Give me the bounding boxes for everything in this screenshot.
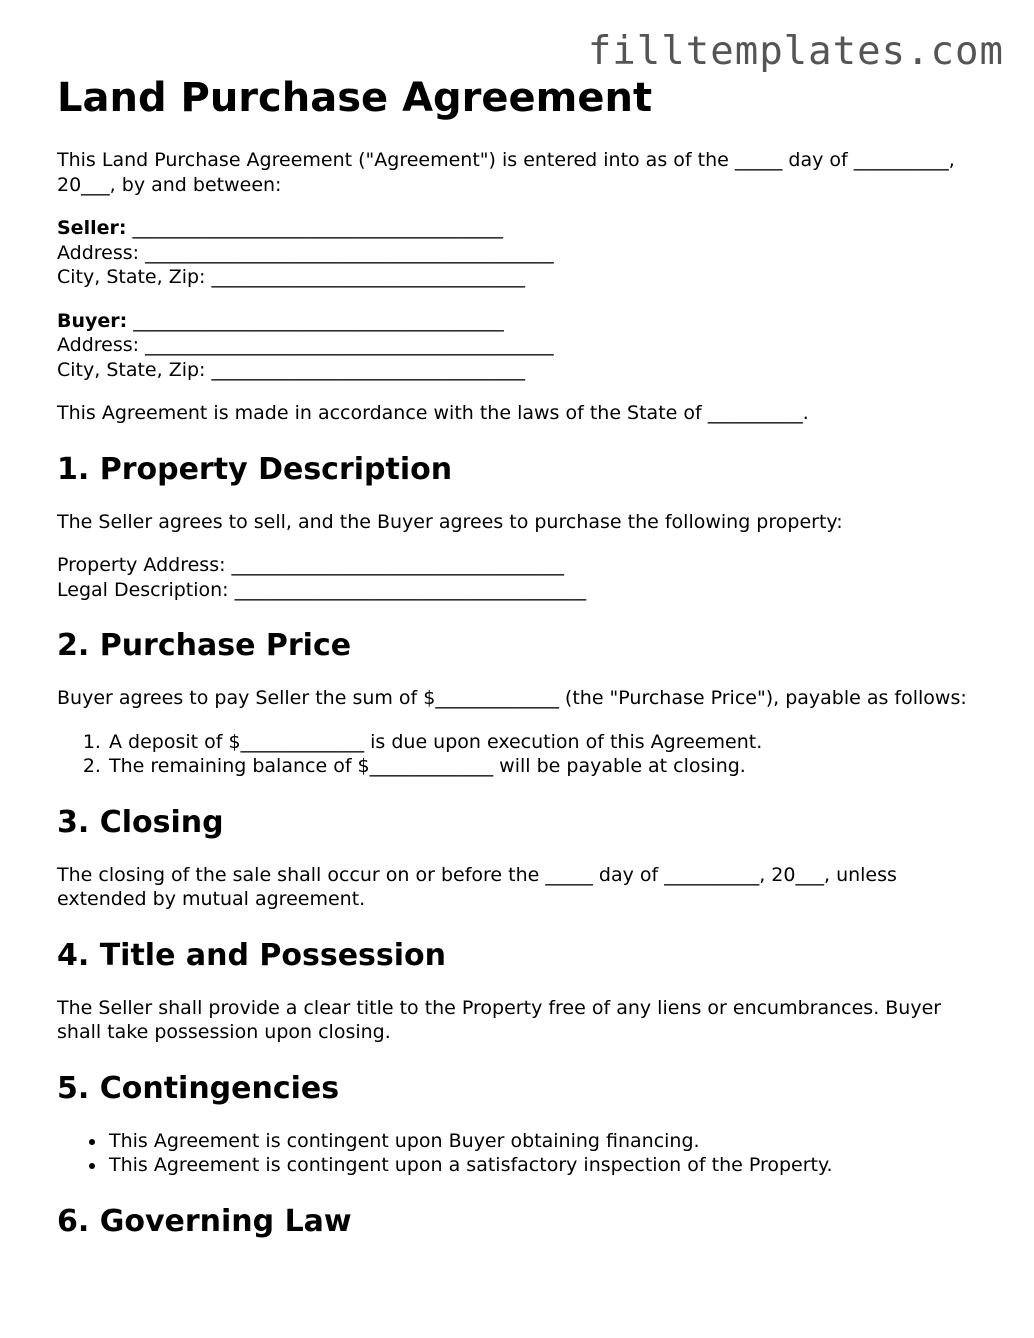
property-fields — [57, 553, 967, 602]
document-page — [57, 70, 967, 1262]
buyer-block — [57, 309, 967, 383]
seller-name-line — [57, 216, 967, 241]
price-paragraph: Buyer agrees to pay Seller the sum of $_____________ (the "Purchase Price"), payable as follows: — [57, 687, 967, 709]
watermark-text: filltemplates.com — [587, 29, 1004, 74]
laws-statement: This Agreement is made in accordance with the laws of the State of __________. — [57, 402, 809, 424]
buyer-address-line: Address: ___________________________________________ — [57, 334, 554, 356]
buyer-label: Buyer: — [57, 309, 128, 332]
seller-name-field: _______________________________________ — [126, 217, 503, 239]
seller-label: Seller: — [57, 217, 127, 239]
buyer-name-field: _______________________________________ — [127, 309, 504, 332]
seller-city-line: City, State, Zip: _________________________________ — [57, 266, 525, 288]
legal-description-line: Legal Description: _____________________________________ — [57, 578, 587, 601]
section-heading-closing: 3. Closing — [57, 804, 224, 840]
section-heading-property: 1. Property Description — [57, 451, 453, 487]
section-heading-title: 4. Title and Possession — [57, 937, 447, 973]
section-heading-price: 2. Purchase Price — [57, 628, 352, 663]
list-item: • This Agreement is contingent upon Buyer obtaining financing. — [107, 1129, 967, 1154]
list-item: 2. The remaining balance of $_____________ will be payable at closing. — [107, 754, 967, 779]
closing-paragraph: The closing of the sale shall occur on or before the _____ day of __________, 20___, unless extended by mutual agreement. — [57, 863, 897, 910]
document-title: Land Purchase Agreement — [57, 75, 653, 121]
title-paragraph: The Seller shall provide a clear title to the Property free of any liens or encumbrances. Buyer shall take possession upon closing. — [57, 996, 942, 1043]
seller-block — [57, 216, 967, 290]
list-item: 1. A deposit of $_____________ is due upon execution of this Agreement. — [107, 730, 967, 755]
list-item: • This Agreement is contingent upon a satisfactory inspection of the Property. — [107, 1153, 967, 1178]
buyer-city-line: City, State, Zip: _________________________________ — [57, 358, 525, 381]
buyer-name-line — [57, 309, 967, 334]
property-paragraph: The Seller agrees to sell, and the Buyer agrees to purchase the following property: — [57, 510, 843, 533]
payment-list — [57, 730, 967, 779]
seller-address-line: Address: ___________________________________________ — [57, 241, 554, 264]
section-heading-governing: 6. Governing Law — [57, 1203, 352, 1239]
contingencies-list — [57, 1129, 967, 1178]
intro-paragraph: This Land Purchase Agreement ("Agreement") is entered into as of the _____ day of __________, 20___, by and between: — [57, 149, 955, 196]
property-address-line: Property Address: ___________________________________ — [57, 554, 565, 576]
section-heading-contingencies: 5. Contingencies — [57, 1070, 340, 1106]
